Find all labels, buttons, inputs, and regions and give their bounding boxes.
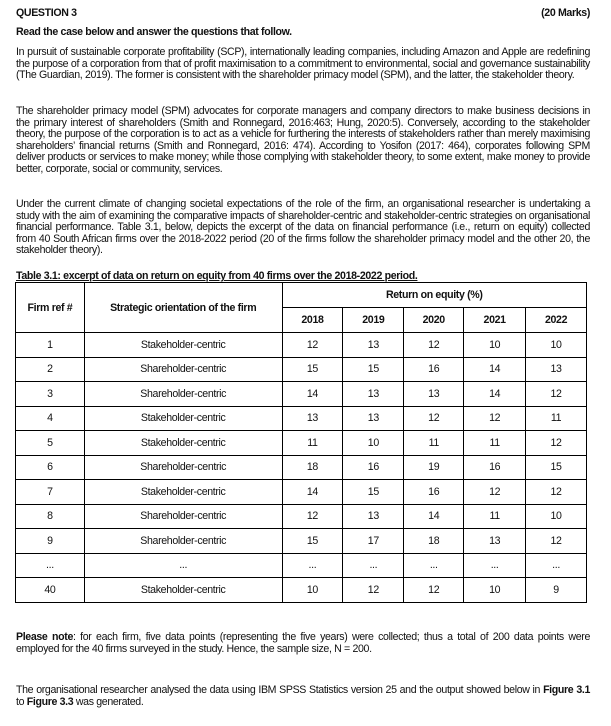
- orientation-cell: Stakeholder-centric: [84, 578, 282, 603]
- roe-cell: 12: [404, 406, 464, 431]
- roe-cell: 16: [464, 455, 526, 480]
- roe-cell: 16: [404, 480, 464, 505]
- figure-ref-1: Figure 3.1: [543, 684, 590, 696]
- firm-ref-cell: 5: [16, 431, 85, 456]
- firm-ref-cell: ...: [16, 553, 85, 578]
- roe-cell: 13: [526, 357, 587, 382]
- table-row: [16, 480, 587, 505]
- roe-cell: 12: [282, 504, 343, 529]
- roe-cell: 13: [464, 529, 526, 554]
- roe-cell: 11: [464, 431, 526, 456]
- roe-cell: 16: [404, 357, 464, 382]
- table-row: [16, 553, 587, 578]
- roe-cell: 13: [282, 406, 343, 431]
- closing: [16, 685, 590, 708]
- roe-cell: 17: [343, 529, 404, 554]
- roe-cell: 14: [404, 504, 464, 529]
- col-roe-group: Return on equity (%): [282, 283, 587, 308]
- table-row: [16, 431, 587, 456]
- col-year: 2018: [282, 308, 343, 333]
- roe-cell: 10: [464, 333, 526, 358]
- roe-cell: 11: [282, 431, 343, 456]
- roe-cell: 11: [404, 431, 464, 456]
- closing-end: was generated.: [73, 695, 144, 708]
- roe-cell: 10: [526, 333, 587, 358]
- roe-cell: 13: [343, 504, 404, 529]
- orientation-cell: Shareholder-centric: [84, 382, 282, 407]
- roe-cell: 9: [526, 578, 587, 603]
- orientation-cell: Shareholder-centric: [84, 504, 282, 529]
- roe-cell: ...: [464, 553, 526, 578]
- table-caption: Table 3.1: excerpt of data on return on equity from 40 firms over the 2018-2022 period.: [16, 270, 418, 282]
- roe-cell: 13: [343, 333, 404, 358]
- roe-cell: 12: [464, 480, 526, 505]
- firm-ref-cell: 1: [16, 333, 85, 358]
- firm-ref-cell: 6: [16, 455, 85, 480]
- roe-cell: ...: [343, 553, 404, 578]
- roe-cell: 13: [404, 382, 464, 407]
- closing-mid: to: [16, 695, 27, 708]
- roe-cell: 12: [526, 431, 587, 456]
- roe-cell: ...: [282, 553, 343, 578]
- note: [16, 632, 590, 655]
- firm-ref-cell: 7: [16, 480, 85, 505]
- roe-cell: 15: [526, 455, 587, 480]
- roe-cell: 12: [526, 480, 587, 505]
- roe-cell: 14: [464, 357, 526, 382]
- roe-cell: 10: [343, 431, 404, 456]
- firm-ref-cell: 3: [16, 382, 85, 407]
- col-firm-ref: Firm ref #: [16, 283, 85, 333]
- roe-cell: ...: [526, 553, 587, 578]
- roe-cell: 14: [282, 382, 343, 407]
- roe-cell: 15: [343, 357, 404, 382]
- roe-table: [15, 282, 587, 603]
- table-row: [16, 578, 587, 603]
- table-row: [16, 333, 587, 358]
- firm-ref-cell: 9: [16, 529, 85, 554]
- question-title: QUESTION 3: [16, 7, 77, 19]
- col-year: 2020: [404, 308, 464, 333]
- roe-cell: 10: [526, 504, 587, 529]
- marks-label: (20 Marks): [541, 7, 590, 19]
- orientation-cell: Stakeholder-centric: [84, 406, 282, 431]
- roe-cell: 15: [282, 357, 343, 382]
- orientation-cell: Stakeholder-centric: [84, 480, 282, 505]
- col-year: 2019: [343, 308, 404, 333]
- paragraph-1: In pursuit of sustainable corporate profitability (SCP), internationally leading companies, including Amazon and Apple are redefining the purpose of a corporation from that of profit maximisation to a commitment to environmental, social and governance sustainability (The Guardian, 2019). The former is consistent with the shareholder primacy model (SPM), and the latter, the stakeholder theory.: [16, 46, 590, 82]
- roe-cell: 10: [282, 578, 343, 603]
- orientation-cell: Shareholder-centric: [84, 529, 282, 554]
- firm-ref-cell: 40: [16, 578, 85, 603]
- table-row: [16, 529, 587, 554]
- firm-ref-cell: 4: [16, 406, 85, 431]
- roe-cell: 11: [526, 406, 587, 431]
- roe-cell: 10: [464, 578, 526, 603]
- roe-cell: 12: [404, 333, 464, 358]
- roe-cell: 15: [343, 480, 404, 505]
- table-row: [16, 455, 587, 480]
- roe-cell: 12: [464, 406, 526, 431]
- col-year: 2022: [526, 308, 587, 333]
- table-row: [16, 406, 587, 431]
- col-orientation: Strategic orientation of the firm: [84, 283, 282, 333]
- orientation-cell: Shareholder-centric: [84, 455, 282, 480]
- table-row: [16, 357, 587, 382]
- table-row: [16, 382, 587, 407]
- orientation-cell: Stakeholder-centric: [84, 431, 282, 456]
- firm-ref-cell: 8: [16, 504, 85, 529]
- orientation-cell: ...: [84, 553, 282, 578]
- roe-cell: ...: [404, 553, 464, 578]
- roe-cell: 11: [464, 504, 526, 529]
- roe-cell: 14: [464, 382, 526, 407]
- roe-cell: 13: [343, 382, 404, 407]
- paragraph-3: Under the current climate of changing societal expectations of the role of the firm, an organisational researcher is undertaking a study with the aim of examining the comparative impacts of shareholder-centric and stakeholder-centric strategies on organisational financial performance. Table 3.1, below, depicts the excerpt of the data on financial performance (i.e., return on equity) collected from 40 South African firms over the 2018-2022 period (20 of the firms follow the shareholder primacy model and the other 20, the stakeholder theory).: [16, 198, 590, 257]
- roe-cell: 19: [404, 455, 464, 480]
- roe-cell: 15: [282, 529, 343, 554]
- orientation-cell: Stakeholder-centric: [84, 333, 282, 358]
- instruction: Read the case below and answer the questions that follow.: [16, 26, 292, 38]
- roe-cell: 12: [526, 382, 587, 407]
- paragraph-2: The shareholder primacy model (SPM) advocates for corporate managers and company directors to make business decisions in the primary interest of shareholders (Smith and Ronnegard, 2016:463; Hung, 2020:5). Conversely, according to the stakeholder theory, the purpose of the corporation is to act as a vehicle for furthering the interests of stakeholders rather than merely maximising shareholders’ financial returns (Smith and Ronnegard, 2016: 474). According to Yosifon (2017: 464), corporates following SPM deliver products or services to make money; while those complying with stakeholder theory, to some extent, make money to provide better, corporate, social or community, services.: [16, 105, 590, 175]
- figure-ref-2: Figure 3.3: [26, 695, 74, 708]
- roe-cell: 16: [343, 455, 404, 480]
- roe-cell: 12: [282, 333, 343, 358]
- roe-cell: 12: [404, 578, 464, 603]
- note-label: Please note: [16, 631, 74, 643]
- orientation-cell: Shareholder-centric: [84, 357, 282, 382]
- firm-ref-cell: 2: [16, 357, 85, 382]
- roe-cell: 12: [526, 529, 587, 554]
- closing-text: The organisational researcher analysed the data using IBM SPSS Statistics version 25 and the output showed below in: [16, 684, 544, 696]
- roe-cell: 12: [343, 578, 404, 603]
- roe-cell: 18: [282, 455, 343, 480]
- roe-cell: 14: [282, 480, 343, 505]
- table-row: [16, 504, 587, 529]
- roe-cell: 13: [343, 406, 404, 431]
- roe-cell: 18: [404, 529, 464, 554]
- note-text: : for each firm, five data points (representing the five years) were collected; thus a total of 200 data points were employed for the 40 firms surveyed in the study. Hence, the sample size, N = 200.: [16, 631, 590, 655]
- col-year: 2021: [464, 308, 526, 333]
